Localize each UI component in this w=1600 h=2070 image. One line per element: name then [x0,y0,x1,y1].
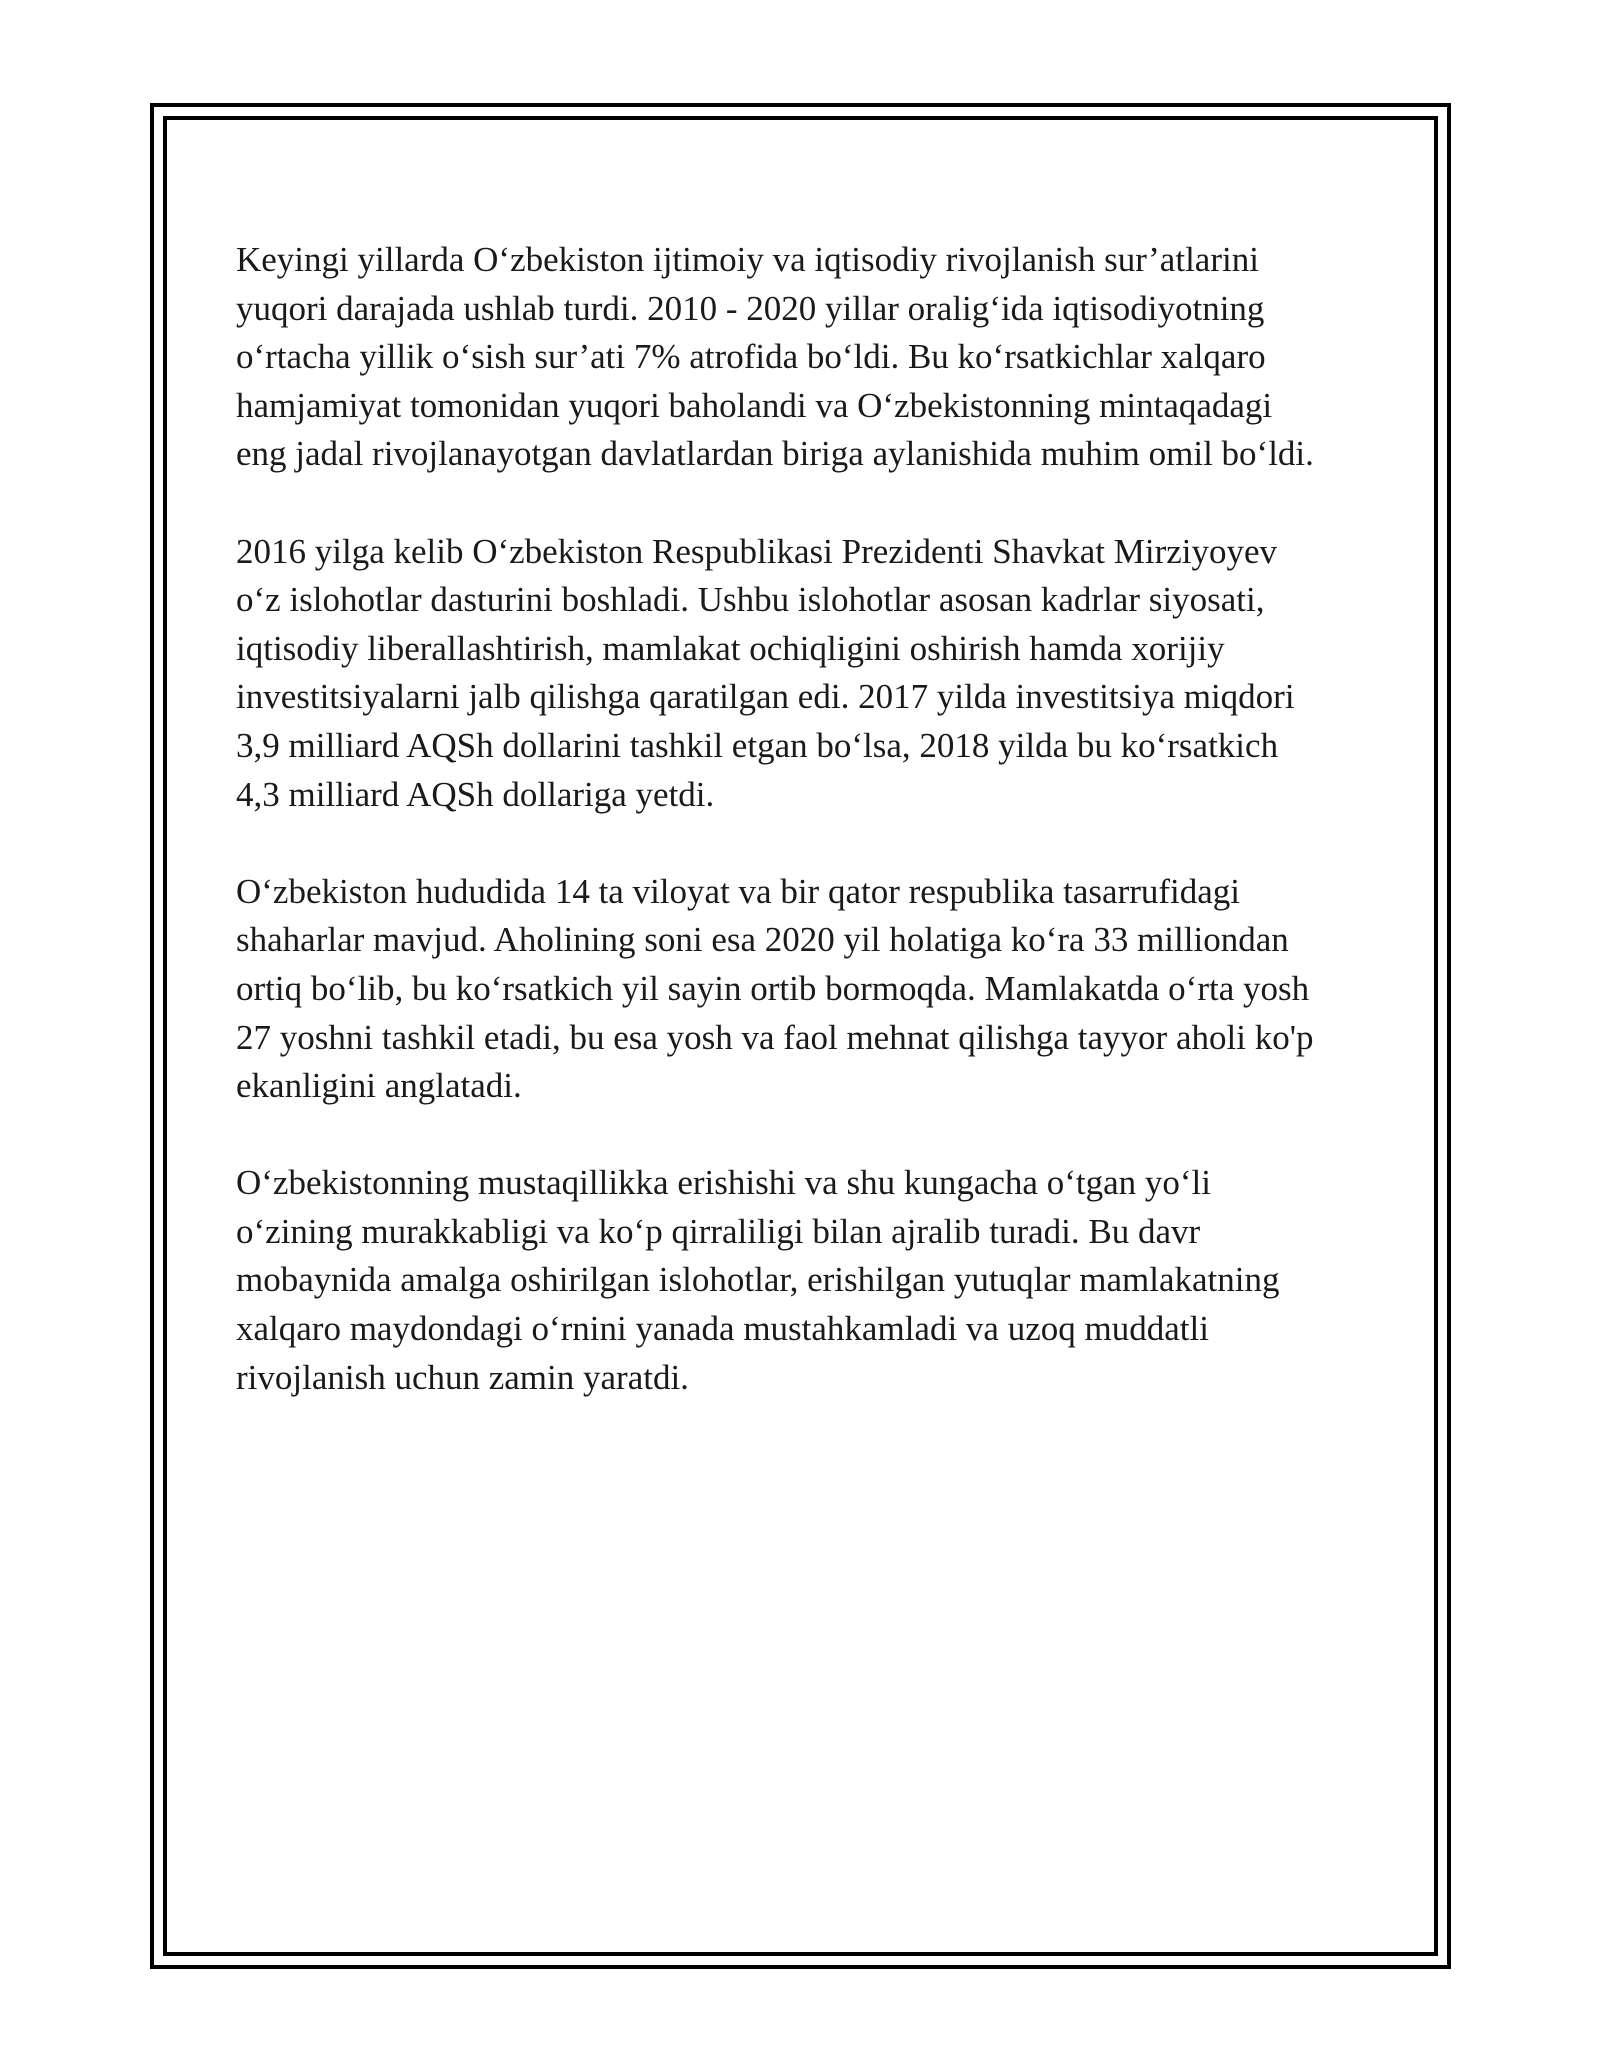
paragraph-economic-growth: Keyingi yillarda O‘zbekiston ijtimoiy va iqtisodiy rivojlanish sur’atlarini yuqori darajada ushlab turdi. 2010 - 2020 yillar oralig‘ida iqtisodiyotning o‘rtacha yillik o‘sish sur’ati 7% atrofida bo‘ldi. Bu ko‘rsatkichlar xalqaro hamjamiyat tomonidan yuqori baholandi va O‘zbekistonning mintaqadagi eng jadal rivojlanayotgan davlatlardan biriga aylanishida muhim omil bo‘ldi. [236,240,1314,474]
paragraph-regions-population: O‘zbekiston hududida 14 ta viloyat va bir qator respublika tasarrufidagi shaharlar mavjud. Aholining soni esa 2020 yil holatiga ko‘ra 33 milliondan ortiq bo‘lib, bu ko‘rsatkich yil sayin ortib bormoqda. Mamlakatda o‘rta yosh 27 yoshni tashkil etadi, bu esa yosh va faol mehnat qilishga tayyor aholi ko'p ekanligini anglatadi. [236,871,1314,1106]
paragraph-independence: O‘zbekistonning mustaqillikka erishishi va shu kungacha o‘tgan yo‘li o‘zining murakkabligi va ko‘p qirraliligi bilan ajralib turadi. Bu davr mobaynida amalga oshirilgan islohotlar, erishilgan yutuqlar mamlakatning xalqaro maydondagi o‘rnini yanada mustahkamladi va uzoq muddatli rivojlanish uchun zamin yaratdi. [236,1163,1280,1397]
document-body [236,236,1396,1451]
paragraph-reforms: 2016 yilga kelib O‘zbekiston Respublikasi Prezidenti Shavkat Mirziyoyev o‘z islohotlar dasturini boshladi. Ushbu islohotlar asosan kadrlar siyosati, iqtisodiy liberallashtirish, mamlakat ochiqligini oshirish hamda xorijiy investitsiyalarni jalb qilishga qaratilgan edi. 2017 yilda investitsiya miqdori 3,9 milliard AQSh dollarini tashkil etgan bo‘lsa, 2018 yilda bu ko‘rsatkich 4,3 milliard AQSh dollariga yetdi. [236,531,1295,814]
